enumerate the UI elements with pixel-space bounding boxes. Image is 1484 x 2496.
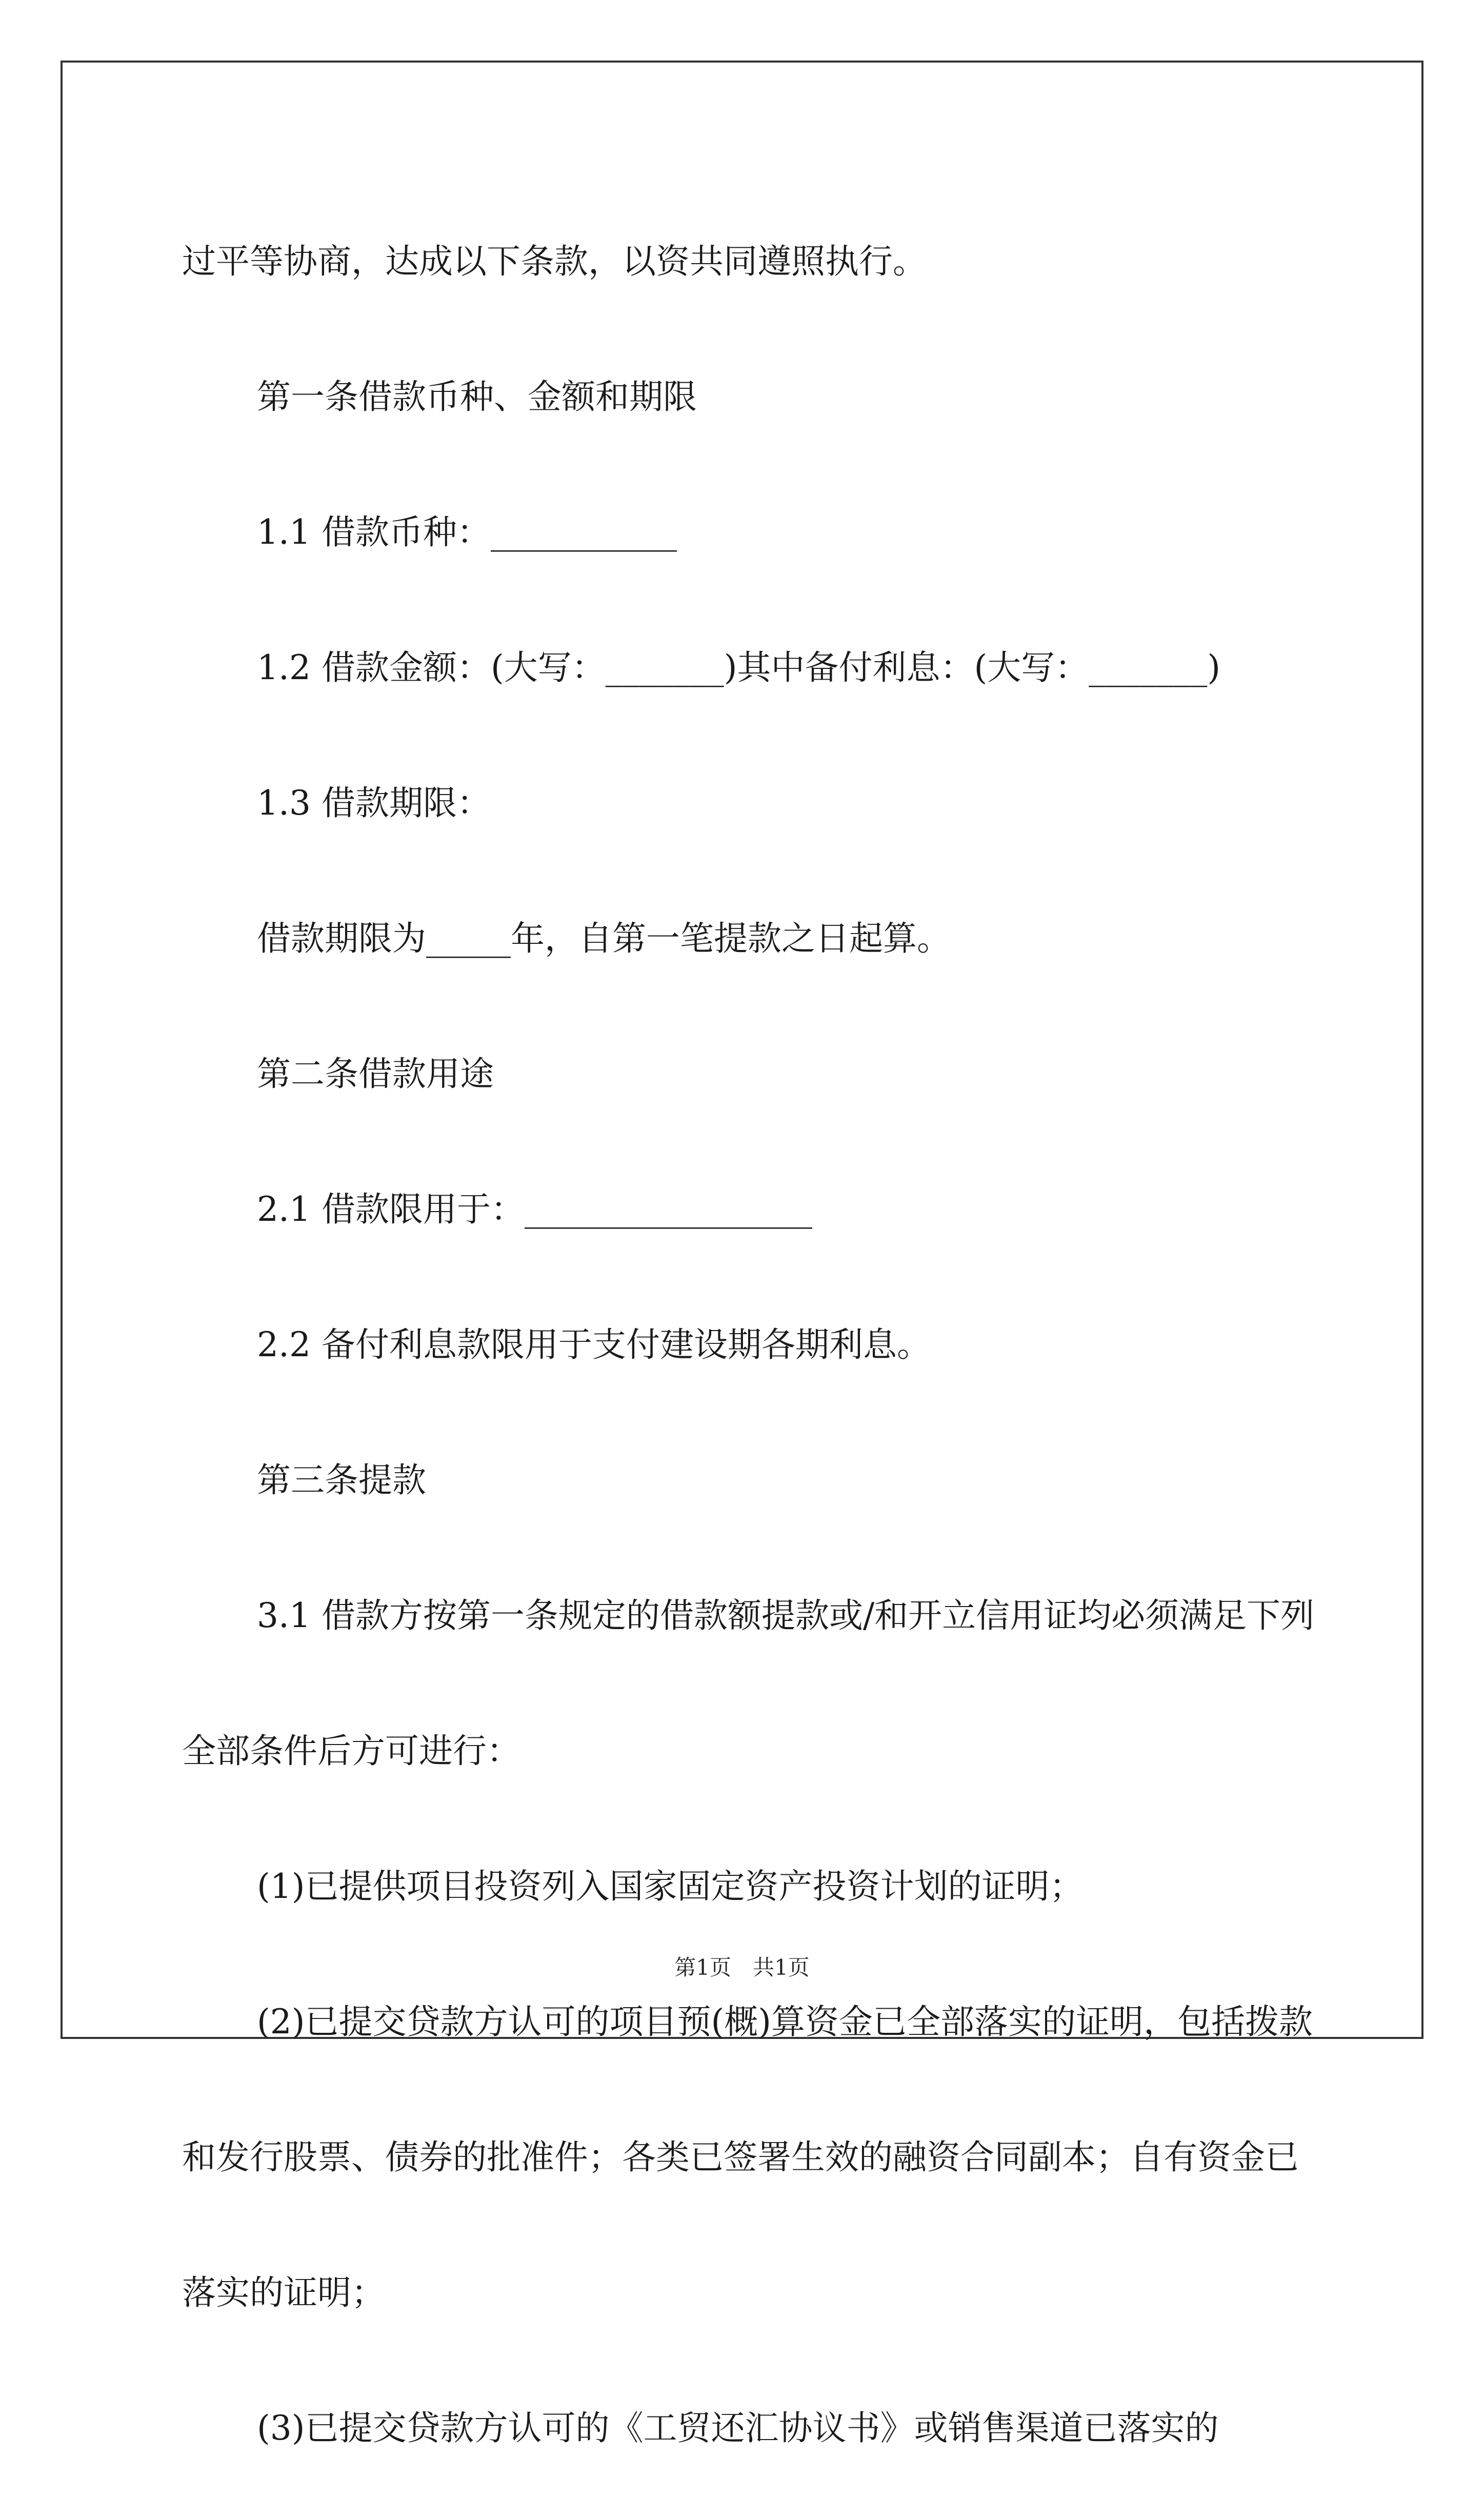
clause-2-1: 2.1 借款限用于：_________________ <box>257 1190 812 1229</box>
clause-1-3: 1.3 借款期限： <box>257 783 491 823</box>
paragraph-intro: 过平等协商，达成以下条款，以资共同遵照执行。 <box>182 242 927 281</box>
article-3-heading: 第三条提款 <box>257 1460 426 1500</box>
clause-1-1: 1.1 借款币种：___________ <box>257 512 677 552</box>
condition-2: (2)已提交贷款方认可的项目预(概)算资金已全部落实的证明，包括拨款和发行股票、债券的批准件；各类已签署生效的融资合同副本；自有资金已落实的证明； <box>182 2002 1313 2312</box>
condition-1: (1)已提供项目投资列入国家固定资产投资计划的证明； <box>257 1867 1084 1906</box>
condition-3: (3)已提交贷款方认可的《工贸还汇协议书》或销售渠道已落实的 <box>257 2408 1219 2448</box>
article-2-heading: 第二条借款用途 <box>257 1054 494 1094</box>
clause-1-2: 1.2 借款金额：(大写：_______)其中备付利息：(大写：_______) <box>257 648 1220 687</box>
clause-3-1: 3.1 借款方按第一条规定的借款额提款或/和开立信用证均必须满足下列全部条件后方可进行： <box>182 1596 1315 1771</box>
page-footer: 第1页 共1页 <box>674 1955 810 1980</box>
clause-2-2: 2.2 备付利息款限用于支付建设期各期利息。 <box>257 1325 931 1364</box>
loan-term-text: 借款期限为_____年，自第一笔提款之日起算。 <box>257 919 951 958</box>
article-1-heading: 第一条借款币种、金额和期限 <box>257 377 697 417</box>
document-body <box>182 194 1315 2496</box>
